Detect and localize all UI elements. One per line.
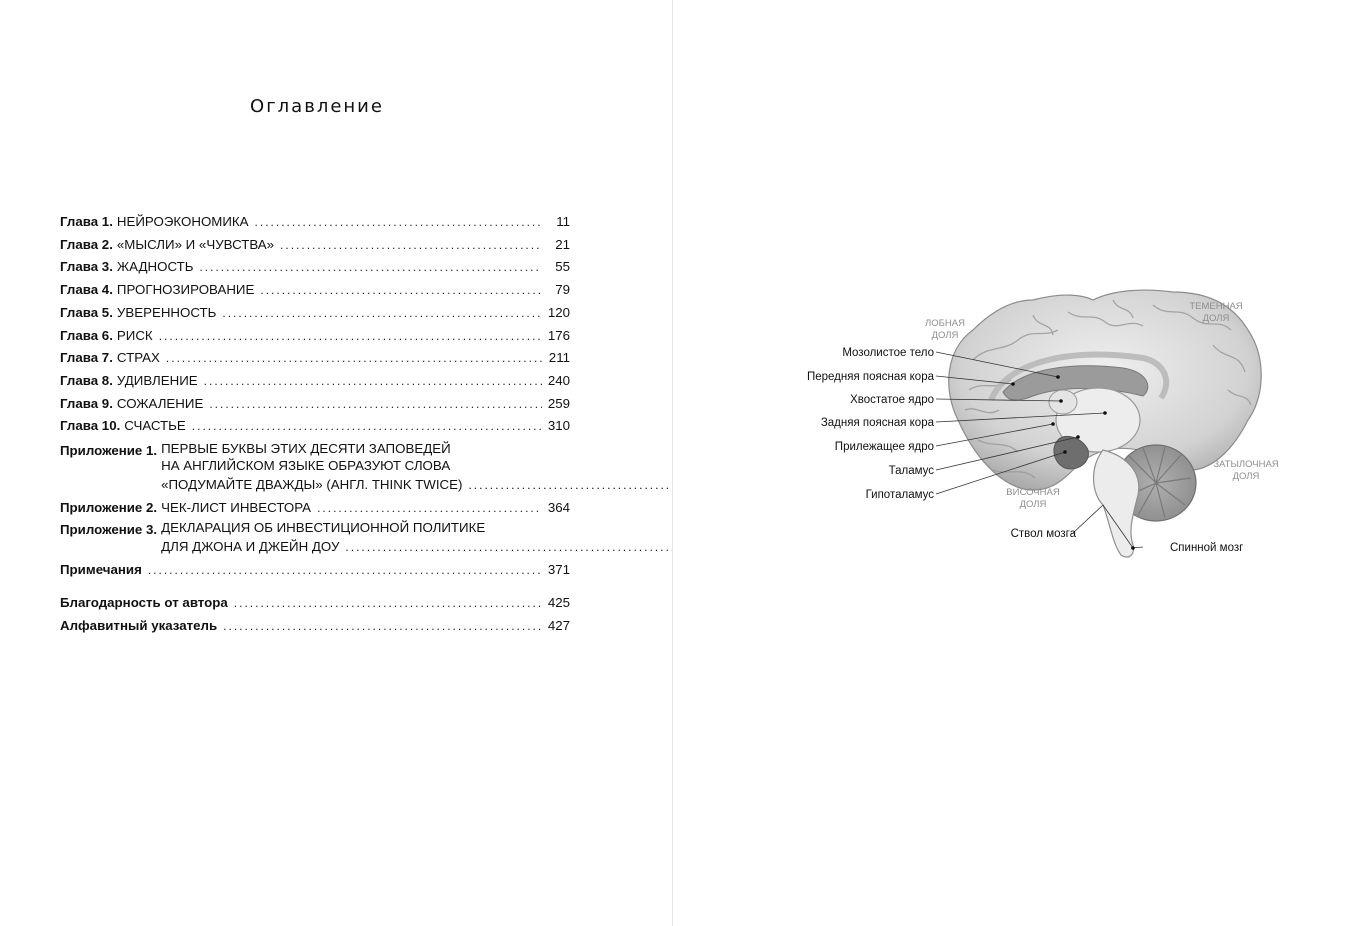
toc-title: Оглавление [250,96,384,117]
toc-label: Глава 10. [60,418,121,434]
toc-page-number: 259 [547,395,570,411]
toc-entry-5[interactable] [60,302,570,325]
brain-figure [673,0,1350,926]
toc-page-number: 55 [555,259,570,275]
toc-page-number: 211 [548,350,570,366]
toc-label: Благодарность от автора [60,594,228,610]
toc-entry-title: СТРАХ [116,350,160,366]
leader-dots [260,279,542,302]
label-nucleus-accumbens: Прилежащее ядро [834,441,934,453]
toc-page-number: 120 [547,304,570,320]
toc-label: Глава 6. [60,327,113,343]
toc-entry-1[interactable] [60,211,570,234]
toc-page-number: 21 [555,236,570,252]
toc-thanks[interactable] [60,592,570,615]
label-spinal-cord: Спинной мозг [1170,542,1244,554]
toc-entry-6[interactable] [60,325,570,348]
leader-dots [199,256,542,279]
toc-entry-9[interactable] [60,393,570,416]
toc-page-number: 427 [547,617,570,633]
toc-list [60,211,570,637]
toc-label: Алфавитный указатель [60,617,218,633]
occipital-lobe-label: ДОЛЯ [1232,471,1260,482]
toc-entry-title: УДИВЛЕНИЕ [116,372,198,388]
toc-label: Приложение 3. [60,522,158,538]
toc-page-number: 425 [547,594,570,610]
leader-dots [234,592,542,615]
toc-label: Глава 2. [60,236,113,252]
label-corpus-callosum: Мозолистое тело [842,347,934,359]
toc-entry-4[interactable] [60,279,570,302]
toc-label: Приложение 2. [60,499,158,515]
leader-dots [204,370,542,393]
parietal-lobe-label: ДОЛЯ [1202,313,1230,324]
label-brainstem: Ствол мозга [1010,528,1076,540]
toc-page-number: 240 [547,372,570,388]
toc-appendix-2[interactable] [60,497,570,520]
leader-dots [166,347,542,370]
toc-page-number: 364 [547,499,570,515]
toc-label: Глава 8. [60,372,113,388]
toc-entry-title: СОЖАЛЕНИЕ [116,395,204,411]
label-anterior-cingulate: Передняя поясная кора [806,371,934,383]
temporal-lobe-label: ВИСОЧНАЯ [1006,487,1060,498]
toc-entry-title: РИСК [116,327,153,343]
toc-entry-title: ЖАДНОСТЬ [116,259,194,275]
toc-label: Глава 5. [60,304,113,320]
leader-dots [255,211,542,234]
toc-label: Примечания [60,562,142,578]
label-thalamus: Таламус [888,465,934,477]
left-page [0,0,672,926]
toc-appendix-1[interactable] [60,440,570,497]
toc-entry-title-line: ДЛЯ ДЖОНА И ДЖЕЙН ДОУ [161,539,340,555]
toc-entry-title-line: «ПОДУМАЙТЕ ДВАЖДЫ» (АНГЛ. THINK TWICE) [161,477,463,493]
leader-dots [317,497,542,520]
toc-page-number: 176 [547,327,570,343]
toc-entry-8[interactable] [60,370,570,393]
label-hypothalamus: Гипоталамус [865,489,934,501]
toc-entry-title: ЧЕК-ЛИСТ ИНВЕСТОРА [161,499,312,515]
toc-entry-7[interactable] [60,347,570,370]
toc-entry-title: ПРОГНОЗИРОВАНИЕ [116,282,255,298]
toc-page-number: 310 [547,418,570,434]
toc-page-number: 371 [547,562,570,578]
label-caudate: Хвостатое ядро [850,394,934,406]
leader-dots [192,415,542,438]
right-page [673,0,1350,926]
toc-label: Глава 7. [60,350,113,366]
toc-page-number: 79 [555,282,570,298]
toc-label: Глава 3. [60,259,113,275]
leader-dots [280,234,542,257]
parietal-lobe-label: ТЕМЕННАЯ [1189,301,1243,312]
caudate-shape [1049,390,1077,414]
toc-index[interactable] [60,615,570,638]
toc-label: Глава 4. [60,282,113,298]
toc-entry-title-line: НА АНГЛИЙСКОМ ЯЗЫКЕ ОБРАЗУЮТ СЛОВА [161,458,451,474]
toc-appendix-3[interactable] [60,519,570,559]
toc-entry-title: «МЫСЛИ» И «ЧУВСТВА» [116,236,275,252]
toc-label: Приложение 1. [60,443,158,459]
leader-dots [209,393,541,416]
leader-dots [148,559,542,582]
toc-entry-title: СЧАСТЬЕ [124,418,186,434]
toc-label: Глава 1. [60,214,113,229]
toc-page-number: 11 [556,214,570,229]
leader-dots [223,615,542,638]
toc-entry-title: НЕЙРОЭКОНОМИКА [116,214,249,229]
frontal-lobe-label: ДОЛЯ [931,330,959,341]
toc-entry-3[interactable] [60,256,570,279]
toc-entry-title: УВЕРЕННОСТЬ [116,304,217,320]
toc-entry-title-line: ПЕРВЫЕ БУКВЫ ЭТИХ ДЕСЯТИ ЗАПОВЕДЕЙ [161,441,451,457]
toc-label: Глава 9. [60,395,113,411]
label-posterior-cingulate: Задняя поясная кора [820,417,934,429]
leader-dots [159,325,542,348]
toc-entry-2[interactable] [60,234,570,257]
temporal-lobe-label: ДОЛЯ [1019,499,1047,510]
leader-dots [222,302,541,325]
occipital-lobe-label: ЗАТЫЛОЧНАЯ [1213,459,1279,470]
frontal-lobe-label: ЛОБНАЯ [925,318,965,329]
toc-notes[interactable] [60,559,570,582]
toc-entry-10[interactable] [60,415,570,438]
toc-entry-title-line: ДЕКЛАРАЦИЯ ОБ ИНВЕСТИЦИОННОЙ ПОЛИТИКЕ [161,520,486,536]
